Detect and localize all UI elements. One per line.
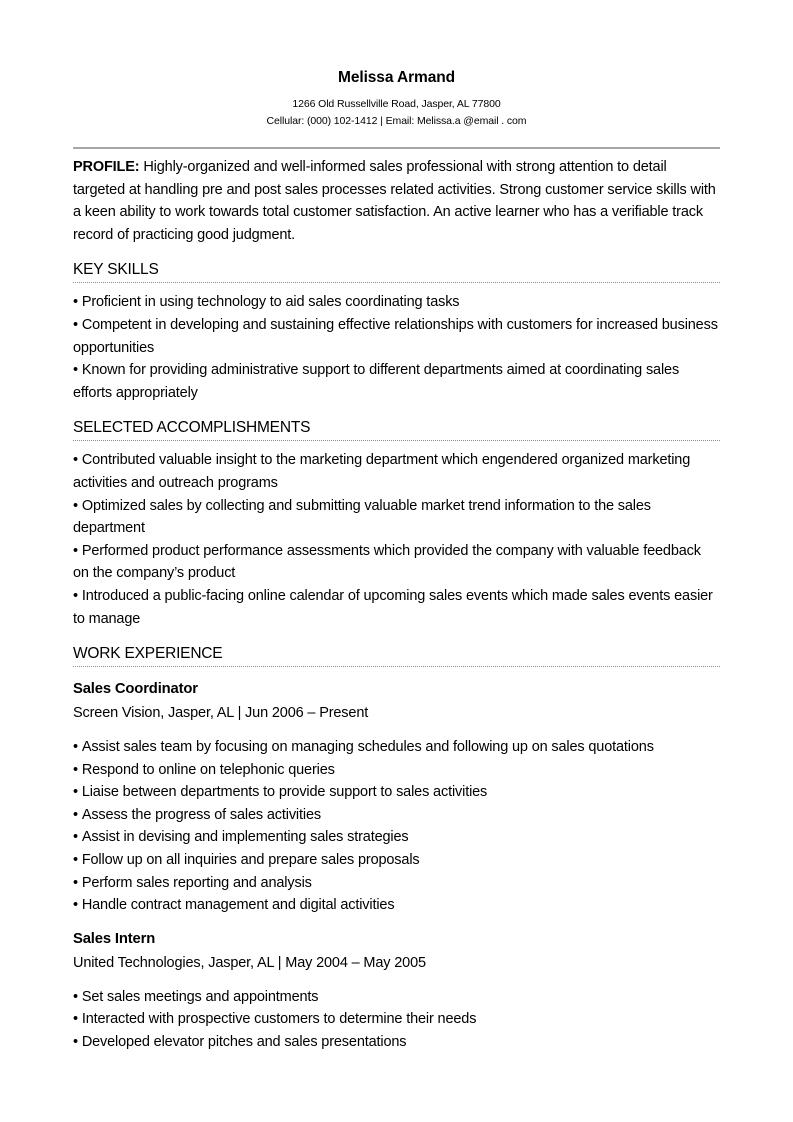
job-entry	[73, 678, 720, 917]
job-title: Sales Coordinator	[73, 681, 198, 698]
list-item: • Known for providing administrative support to different departments aimed at coordinating sales efforts appropriately	[73, 359, 720, 404]
accomplishments-list	[73, 449, 720, 630]
list-item: • Liaise between departments to provide support to sales activities	[73, 781, 720, 804]
list-item: • Developed elevator pitches and sales presentations	[73, 1031, 720, 1054]
key-skills-list	[73, 291, 720, 404]
section-accomplishments	[73, 417, 720, 630]
work-experience-heading: WORK EXPERIENCE	[73, 645, 223, 663]
list-item: • Introduced a public-facing online calendar of upcoming sales events which made sales events easier to manage	[73, 585, 720, 630]
accomplishments-divider	[73, 440, 720, 441]
list-item: • Perform sales reporting and analysis	[73, 872, 720, 895]
list-item: • Performed product performance assessments which provided the company with valuable feedback on the company’s product	[73, 540, 720, 585]
list-item: • Interacted with prospective customers to determine their needs	[73, 1008, 720, 1031]
accomplishments-heading: SELECTED ACCOMPLISHMENTS	[73, 419, 311, 437]
list-item: • Assess the progress of sales activities	[73, 804, 720, 827]
job-duties-list	[73, 736, 720, 917]
job-entry	[73, 928, 720, 1054]
section-work-experience	[73, 643, 720, 1054]
resume-header	[73, 68, 720, 130]
list-item: • Follow up on all inquiries and prepare sales proposals	[73, 849, 720, 872]
list-item: • Assist in devising and implementing sales strategies	[73, 826, 720, 849]
profile-text	[73, 156, 720, 246]
job-meta: United Technologies, Jasper, AL | May 2004 – May 2005	[73, 954, 426, 971]
list-item: • Competent in developing and sustaining effective relationships with customers for increased business opportunities	[73, 314, 720, 359]
profile-label: PROFILE:	[73, 159, 140, 175]
list-item: • Assist sales team by focusing on managing schedules and following up on sales quotations	[73, 736, 720, 759]
list-item: • Handle contract management and digital activities	[73, 894, 720, 917]
key-skills-divider	[73, 282, 720, 283]
header-divider	[73, 147, 720, 149]
list-item: • Contributed valuable insight to the marketing department which engendered organized marketing activities and outreach programs	[73, 449, 720, 494]
list-item: • Proficient in using technology to aid sales coordinating tasks	[73, 291, 720, 314]
list-item: • Optimized sales by collecting and submitting valuable market trend information to the sales department	[73, 495, 720, 540]
profile-body: Highly-organized and well-informed sales professional with strong attention to detail targeted at handling pre and post sales processes related activities. Strong customer service skills with a keen ability to work towards total customer satisfaction. An active learner who has a verifiable track record of practicing good judgment.	[73, 159, 716, 243]
list-item: • Set sales meetings and appointments	[73, 986, 720, 1009]
work-experience-divider	[73, 666, 720, 667]
job-duties-list	[73, 986, 720, 1054]
candidate-contact: Cellular: (000) 102-1412 | Email: Melissa.a @email . com	[266, 115, 527, 127]
key-skills-heading: KEY SKILLS	[73, 261, 159, 279]
candidate-address: 1266 Old Russellville Road, Jasper, AL 77800	[292, 98, 501, 110]
section-profile	[73, 156, 720, 246]
list-item: • Respond to online on telephonic queries	[73, 759, 720, 782]
candidate-name: Melissa Armand	[338, 69, 455, 86]
job-meta: Screen Vision, Jasper, AL | Jun 2006 – Present	[73, 705, 369, 722]
section-key-skills	[73, 259, 720, 404]
job-title: Sales Intern	[73, 930, 156, 947]
